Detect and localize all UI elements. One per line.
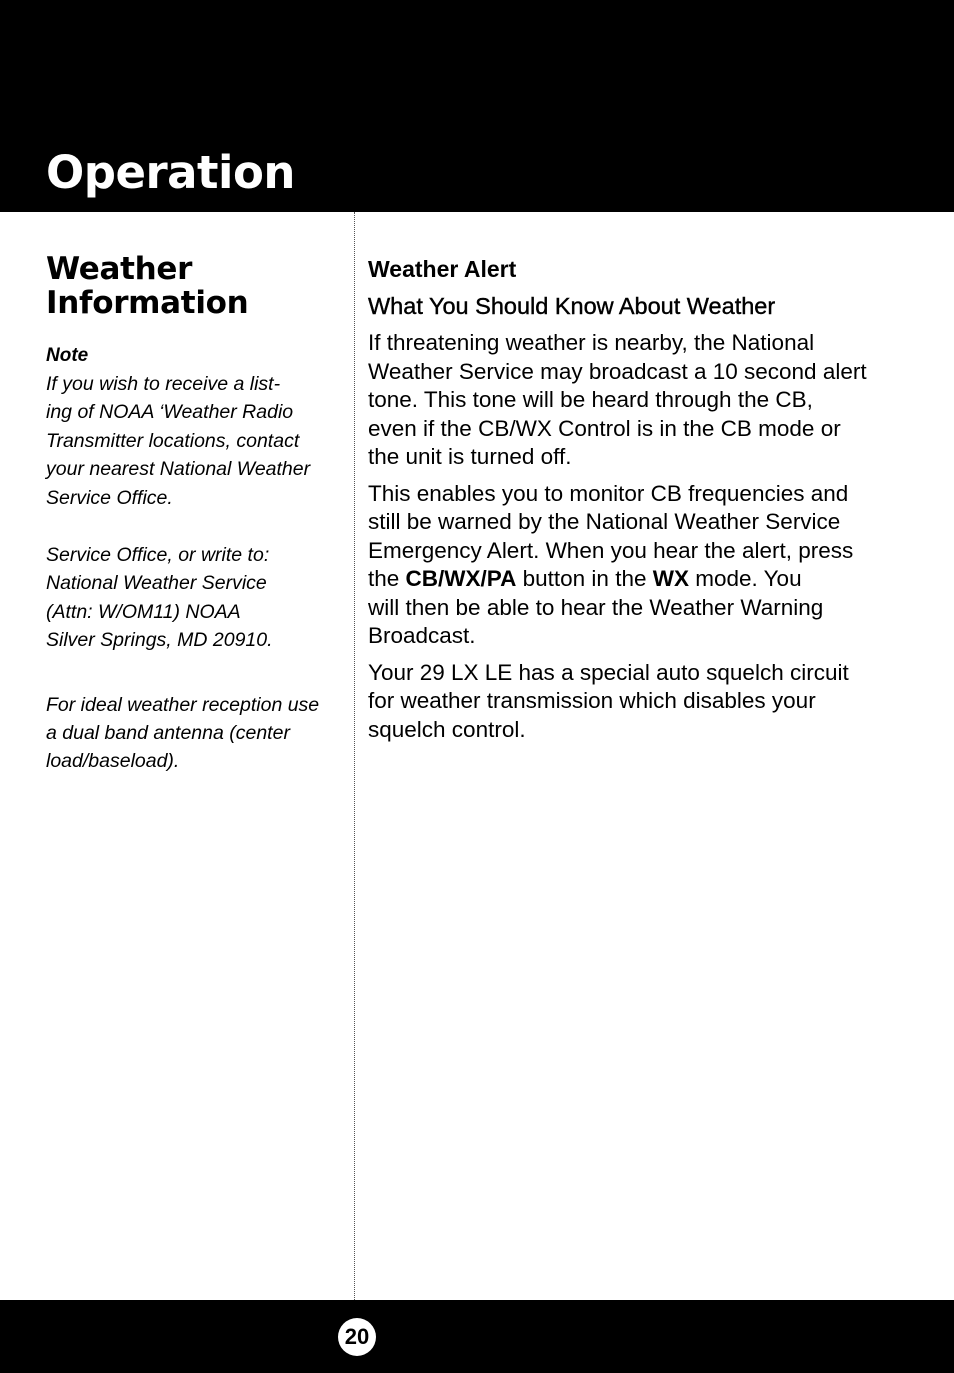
text-run: button in the — [516, 566, 653, 591]
text-run: This enables you to monitor CB frequencies and still be warned by the National Weather Service Emergency Alert. When you hear the alert, press the — [368, 480, 854, 591]
body-paragraph: Your 29 LX LE has a special auto squelch circuit for weather transmission which disables your squelch control. — [368, 659, 849, 742]
note-paragraph: For ideal weather reception use a dual band antenna (center load/baseload). — [46, 693, 320, 773]
header-banner — [0, 0, 954, 212]
sidebar-column — [46, 252, 342, 776]
button-label-text: CB/WX/PA — [405, 566, 517, 591]
note-paragraph: If you wish to receive a list- ing of NOAA ‘Weather Radio Transmitter locations, contact your nearest National Weather Service Office. — [46, 373, 311, 509]
section-title: Operation — [46, 146, 295, 199]
sidebar-heading: Weather Information — [46, 251, 249, 321]
body-paragraph — [368, 480, 908, 651]
main-heading: Weather Alert — [368, 256, 517, 282]
mode-label-text: WX — [652, 566, 689, 591]
main-column — [368, 252, 908, 744]
text-run: mode. You will then be able to hear the Weather Warning Broadcast. — [368, 566, 824, 648]
note-paragraph: Service Office, or write to: National Weather Service (Attn: W/OM11) NOAA Silver Springs, MD 20910. — [46, 544, 273, 652]
main-subheading: What You Should Know About Weather — [368, 293, 776, 319]
column-divider — [354, 212, 355, 1300]
note-label: Note — [46, 345, 89, 366]
body-paragraph: If threatening weather is nearby, the National Weather Service may broadcast a 10 second alert tone. This tone will be heard through the CB, even if the CB/WX Control is in the CB mode or the unit is turned off. — [368, 330, 867, 469]
footer-bar — [0, 1300, 954, 1373]
page-number-badge: 20 — [338, 1318, 376, 1356]
